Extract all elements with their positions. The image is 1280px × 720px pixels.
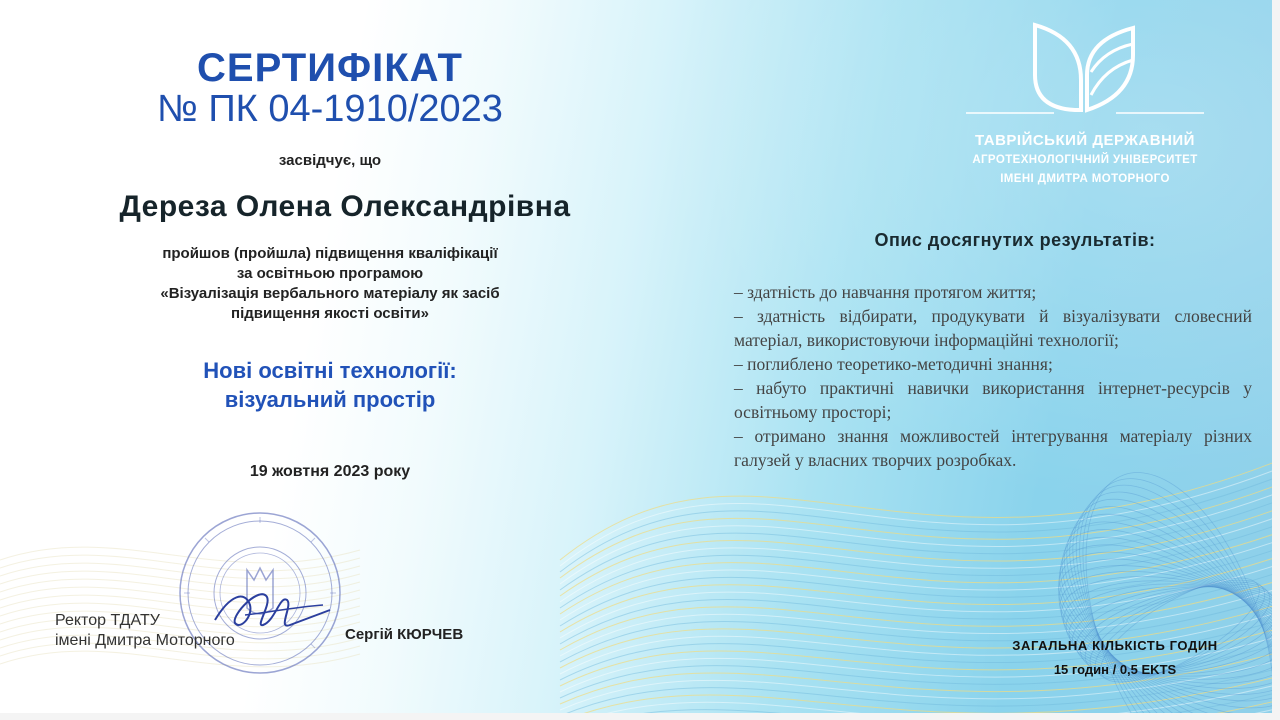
result-item: – отримано знання можливостей інтегрування матеріалу різних галузей у власних творчих розробках. xyxy=(734,426,1252,470)
decorative-swirl-line xyxy=(1033,511,1280,720)
decorative-wave-line xyxy=(560,556,1280,632)
decorative-swirl-line xyxy=(1078,563,1280,698)
signer-name: Сергій КЮРЧЕВ xyxy=(345,626,464,643)
decorative-wave-line xyxy=(560,524,1280,608)
decorative-wave-line xyxy=(560,516,1280,602)
decorative-swirl-line xyxy=(1043,450,1280,720)
decorative-swirl-line xyxy=(1053,560,1280,700)
qualification-line: за освітньою програмою xyxy=(236,265,424,282)
program-title-line: Нові освітні технології: xyxy=(203,358,457,383)
program-title-line: візуальний простір xyxy=(224,387,436,412)
result-item: – здатність відбирати, продукувати й візуалізувати словесний матеріал, використовуючи інформаційні технології; xyxy=(734,306,1252,350)
recipient-name: Дереза Олена Олександрівна xyxy=(119,190,571,223)
decorative-wave-line xyxy=(560,476,1280,572)
qualification-line: підвищення якості освіти» xyxy=(231,305,429,322)
decorative-wave-line xyxy=(560,468,1280,566)
decorative-swirl-line xyxy=(1043,540,1280,720)
result-item: – поглиблено теоретико-методичні знання; xyxy=(734,354,1053,374)
decorative-swirl-line xyxy=(1031,501,1280,720)
rector-position xyxy=(55,611,235,651)
total-hours-value: 15 годин / 0,5 EKTS xyxy=(1053,662,1177,677)
decorative-wave-line xyxy=(560,460,1280,560)
decorative-swirl-line xyxy=(1030,470,1280,720)
decorative-swirl-line xyxy=(1035,458,1280,720)
decorative-swirl-line xyxy=(1039,530,1280,720)
decorative-wave-line xyxy=(560,628,1280,686)
decorative-wave-line xyxy=(560,652,1280,704)
certificate-number: № ПК 04-1910/2023 xyxy=(157,88,503,130)
qualification-text xyxy=(0,244,660,324)
results-list xyxy=(734,280,1252,472)
decorative-swirl-line xyxy=(1048,448,1280,720)
logo-divider xyxy=(966,112,1204,114)
total-hours-title: ЗАГАЛЬНА КІЛЬКІСТЬ ГОДИН xyxy=(1012,638,1218,653)
decorative-swirl-line xyxy=(1048,550,1280,710)
leaf-logo-icon xyxy=(1025,20,1145,115)
qualification-line: пройшов (пройшла) підвищення кваліфікації xyxy=(162,245,498,262)
result-item: – здатність до навчання протягом життя; xyxy=(734,282,1037,302)
rector-position-line: імені Дмитра Моторного xyxy=(55,632,235,649)
decorative-wave-line xyxy=(560,484,1280,578)
decorative-wave-line xyxy=(560,564,1280,638)
university-name-line: ТАВРІЙСЬКИЙ ДЕРЖАВНИЙ xyxy=(975,132,1195,149)
certifies-text: засвідчує, що xyxy=(278,152,382,169)
results-title: Опис досягнутих результатів: xyxy=(874,230,1156,250)
decorative-wave-line xyxy=(560,532,1280,614)
university-name-line: ІМЕНІ ДМИТРА МОТОРНОГО xyxy=(1000,173,1170,185)
decorative-wave-line xyxy=(560,492,1280,584)
qualification-line: «Візуалізація вербального матеріалу як засіб xyxy=(160,285,500,302)
university-name-line: АГРОТЕХНОЛОГІЧНИЙ УНІВЕРСИТЕТ xyxy=(972,154,1198,166)
certificate-title: СЕРТИФІКАТ xyxy=(197,46,463,90)
decorative-swirl-line xyxy=(1036,520,1280,720)
decorative-wave-line xyxy=(560,604,1280,668)
decorative-wave-line xyxy=(560,500,1280,590)
decorative-swirl-line xyxy=(1082,560,1277,699)
result-item: – набуто практичні навички використання інтернет-ресурсів у освітньому просторі; xyxy=(734,378,1252,422)
decorative-wave-line xyxy=(560,572,1280,644)
rector-position-line: Ректор ТДАТУ xyxy=(55,612,160,629)
decorative-swirl-line xyxy=(1087,559,1273,701)
program-title xyxy=(0,356,660,414)
decorative-wave-line xyxy=(560,508,1280,596)
decorative-swirl-line xyxy=(1038,454,1280,720)
page-edge xyxy=(1272,0,1280,720)
page-edge xyxy=(0,713,1280,720)
decorative-swirl-line xyxy=(1029,485,1280,720)
issue-date: 19 жовтня 2023 року xyxy=(249,463,411,480)
decorative-swirl-line xyxy=(1029,493,1280,720)
decorative-wave-line xyxy=(560,540,1280,620)
decorative-swirl-line xyxy=(1032,464,1280,720)
decorative-swirl-line xyxy=(1029,477,1280,720)
decorative-wave-line xyxy=(560,548,1280,626)
